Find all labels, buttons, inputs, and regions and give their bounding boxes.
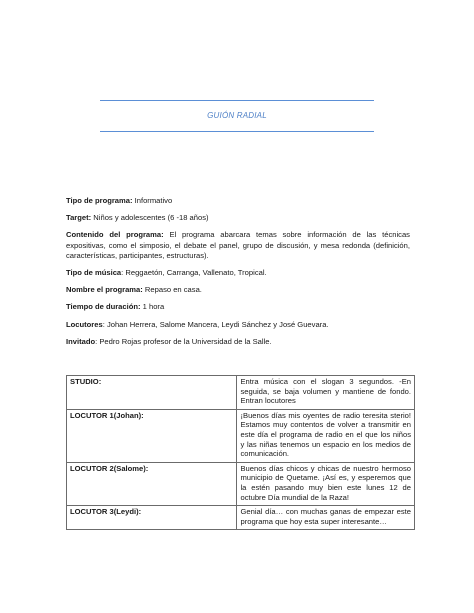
table-cell-text: Entra música con el slogan 3 segundos. -En seguida, se baja volumen y mantiene de fondo. Entran locutores [237, 376, 415, 410]
field-guest [66, 337, 410, 347]
field-program-type [66, 196, 410, 206]
table-cell-role: LOCUTOR 1(Johan): [67, 409, 237, 462]
field-value: : Reggaetón, Carranga, Vallenato, Tropical. [121, 268, 267, 278]
table-cell-role: LOCUTOR 2(Salome): [67, 462, 237, 505]
table-row [67, 462, 415, 505]
field-label: Tipo de música [66, 268, 122, 278]
field-value: : Pedro Rojas profesor de la Universidad de la Salle. [95, 336, 272, 346]
script-table [66, 375, 415, 530]
program-details [66, 196, 410, 354]
field-value: : Johan Herrera, Salome Mancera, Leydi Sánchez y José Guevara. [102, 319, 329, 329]
field-label: Locutores [66, 319, 103, 329]
title-top-rule [100, 100, 374, 101]
field-value: Informativo [132, 196, 173, 205]
field-duration [66, 302, 410, 312]
field-program-name [66, 285, 410, 295]
table-cell-role: STUDIO: [67, 376, 237, 410]
field-value: 1 hora [140, 302, 165, 312]
title-bottom-rule [100, 131, 374, 132]
field-target [66, 213, 410, 223]
field-content [66, 230, 410, 261]
field-label: Target: [66, 213, 92, 223]
field-label: Nombre el programa: [66, 285, 143, 295]
field-label: Invitado [66, 336, 96, 346]
field-music-type [66, 268, 410, 278]
title-block [100, 100, 374, 132]
table-row [67, 376, 415, 410]
table-cell-text: Buenos días chicos y chicas de nuestro hermoso municipio de Quetame. ¡Así es, y esperemos que la estén pasando muy bien este lunes 12 de octubre Día mundial de la Raza! [237, 462, 415, 505]
table-row [67, 409, 415, 462]
field-value: El programa abarcara temas sobre información de las técnicas expositivas, como el simposio, el debate el panel, grupo de discusión, y mesa redonda (definición, características, participantes, estructuras). [66, 230, 410, 260]
table-row [67, 506, 415, 530]
field-label: Tipo de programa: [66, 196, 133, 205]
field-label: Contenido del programa: [66, 230, 164, 240]
field-value: Niños y adolescentes (6 -18 años) [91, 213, 209, 223]
document-title: GUIÓN RADIAL [207, 111, 267, 120]
table-cell-text: ¡Buenos días mis oyentes de radio teresita sterio! Estamos muy contentos de volver a transmitir en este día el programa de radio en el que los niños y las niñas tenemos un espacio en los medios de comunicación. [237, 409, 415, 462]
field-value: Repaso en casa. [142, 285, 202, 295]
field-label: Tiempo de duración: [66, 302, 141, 312]
table-cell-role: LOCUTOR 3(Leydi): [67, 506, 237, 530]
field-hosts [66, 320, 410, 330]
table-cell-text: Genial día… con muchas ganas de empezar este programa que hoy esta super interesante… [237, 506, 415, 530]
